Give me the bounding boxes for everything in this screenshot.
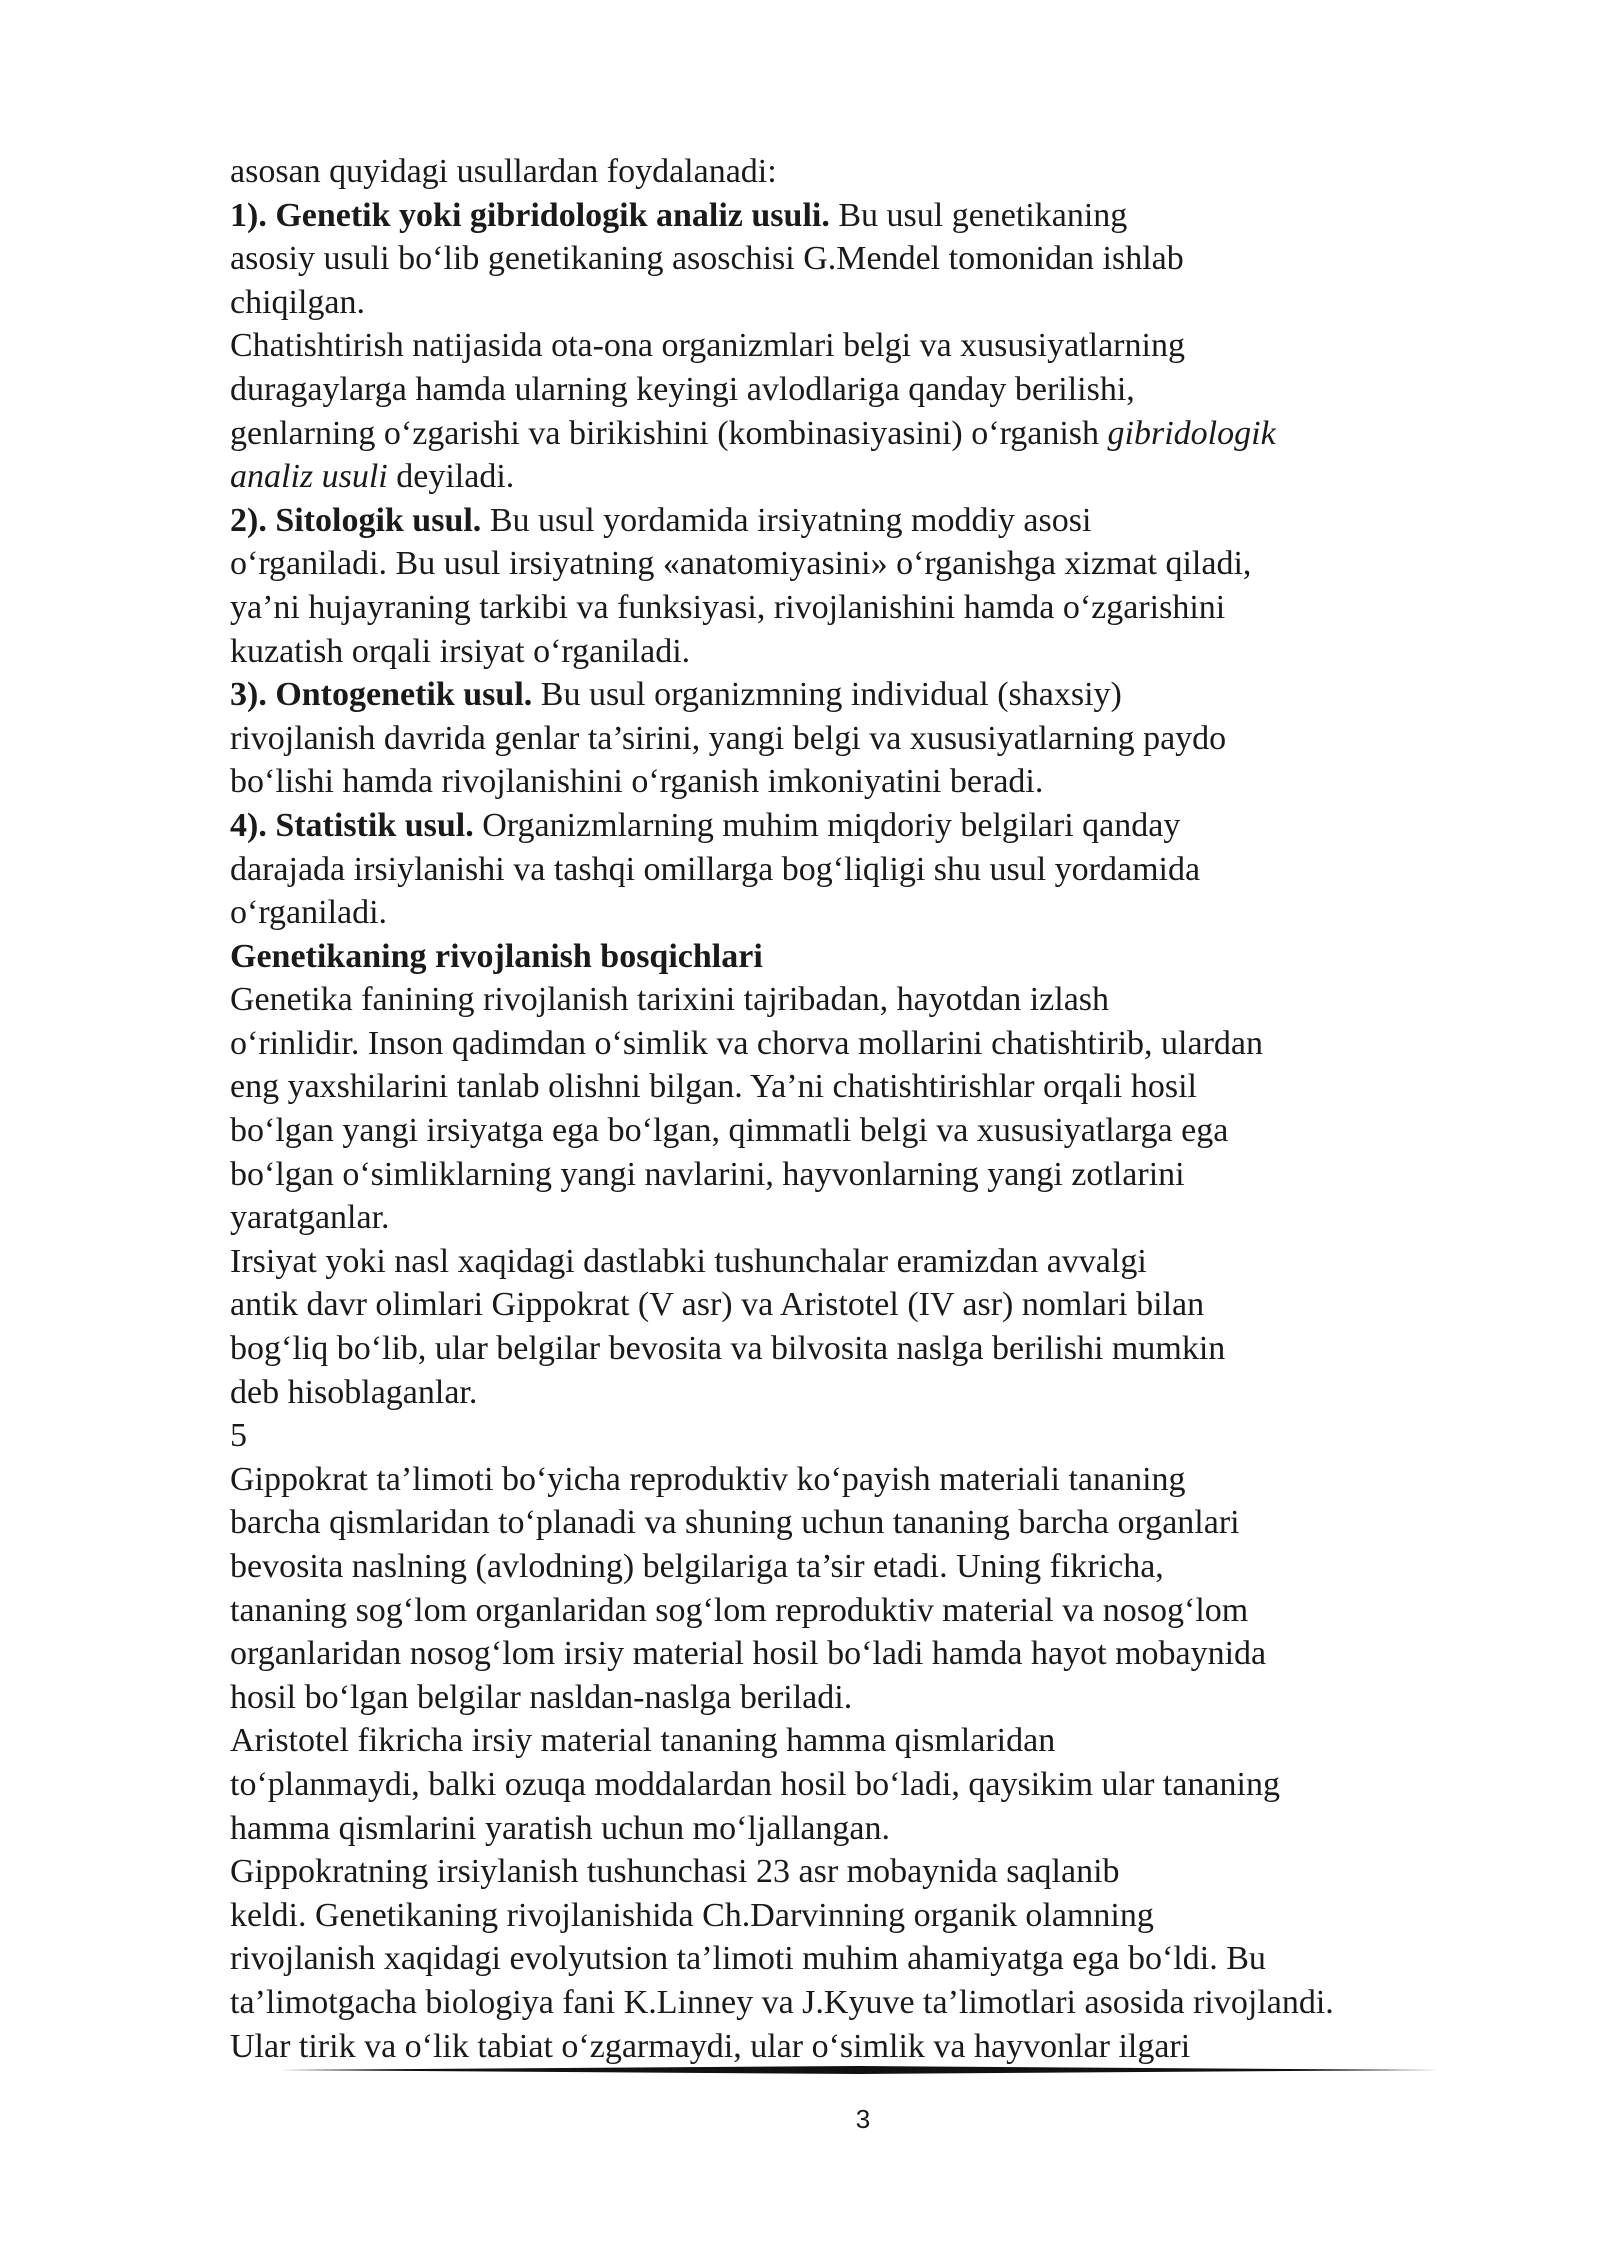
text-line: [230, 1676, 1500, 1720]
text-run: Bu usul organizmning individual (shaxsiy): [532, 676, 1122, 714]
text-line: [230, 804, 1500, 848]
text-run: bevosita naslning (avlodning) belgilariga ta’sir etadi. Uning fikricha,: [230, 1548, 1164, 1585]
text-run: darajada irsiylanishi va tashqi omillarga bog‘liqligi shu usul yordamida: [230, 850, 1201, 888]
text-run: hosil bo‘lgan belgilar nasldan-naslga beriladi.: [230, 1678, 853, 1716]
text-run: to‘planmaydi, balki ozuqa moddalardan hosil bo‘ladi, qaysikim ular tananing: [230, 1765, 1280, 1803]
text-line: [230, 1414, 1500, 1458]
text-line: [230, 1153, 1500, 1197]
text-run: Bu usul yordamida irsiyatning moddiy asosi: [481, 501, 1092, 539]
text-line: [230, 1981, 1500, 2025]
text-line: [230, 1501, 1500, 1545]
text-line: [230, 935, 1500, 979]
text-line: [230, 717, 1500, 761]
text-run: bo‘lgan o‘simliklarning yangi navlarini, hayvonlarning yangi zotlarini: [230, 1155, 1185, 1193]
text-run: asosiy usuli bo‘lib genetikaning asoschisi G.Mendel tomonidan ishlab: [230, 240, 1184, 278]
text-line: [230, 324, 1500, 368]
text-line: [230, 1022, 1500, 1066]
italic-text: analiz usuli: [230, 458, 388, 496]
text-line: [230, 586, 1500, 630]
text-run: rivojlanish davrida genlar ta’sirini, yangi belgi va xususiyatlarning paydo: [230, 719, 1227, 757]
text-line: [230, 237, 1500, 281]
text-run: Bu usul genetikaning: [829, 196, 1128, 234]
text-run: organlaridan nosog‘lom irsiy material hosil bo‘ladi hamda hayot mobaynida: [230, 1635, 1267, 1673]
text-run: Chatishtirish natijasida ota-ona organizmlari belgi va xususiyatlarning: [230, 327, 1185, 365]
text-run: keldi. Genetikaning rivojlanishida Ch.Darvinning organik olamning: [230, 1896, 1154, 1934]
text-line: [230, 281, 1500, 325]
text-line: [230, 194, 1500, 238]
text-run: Ular tirik va o‘lik tabiat o‘zgarmaydi, ular o‘simlik va hayvonlar ilgari: [230, 2027, 1191, 2065]
text-line: [230, 455, 1500, 499]
text-line: [230, 1371, 1500, 1415]
bold-text: 2). Sitologik usul.: [230, 501, 482, 539]
text-line: [230, 1763, 1500, 1807]
text-line: [230, 150, 1500, 194]
text-run: rivojlanish xaqidagi evolyutsion ta’limoti muhim ahamiyatga ega bo‘ldi. Bu: [230, 1940, 1266, 1978]
text-run: chiqilgan.: [230, 283, 366, 321]
bold-text: 4). Statistik usul.: [230, 806, 474, 844]
text-line: [230, 1719, 1500, 1763]
text-run: genlarning o‘zgarishi va birikishini (kombinasiyasini) o‘rganish: [230, 414, 1108, 452]
text-run: Irsiyat yoki nasl xaqidagi dastlabki tushunchalar eramizdan avvalgi: [230, 1242, 1147, 1280]
text-line: [230, 1632, 1500, 1676]
text-line: [230, 499, 1500, 543]
footer-rule: [280, 2066, 1440, 2074]
text-run: yaratganlar.: [230, 1199, 390, 1237]
text-line: [230, 542, 1500, 586]
text-run: 5: [230, 1417, 247, 1455]
text-run: Organizmlarning muhim miqdoriy belgilari qanday: [473, 806, 1181, 844]
text-run: bo‘lishi hamda rivojlanishini o‘rganish imkoniyatini beradi.: [230, 763, 1044, 801]
text-run: eng yaxshilarini tanlab olishni bilgan. Ya’ni chatishtirishlar orqali hosil: [230, 1068, 1197, 1106]
text-run: barcha qismlaridan to‘planadi va shuning uchun tananing barcha organlari: [230, 1504, 1240, 1542]
text-run: hamma qismlarini yaratish uchun mo‘ljallangan.: [230, 1809, 890, 1847]
text-run: bog‘liq bo‘lib, ular belgilar bevosita va bilvosita naslga berilishi mumkin: [230, 1330, 1226, 1368]
text-run: deb hisoblaganlar.: [230, 1373, 478, 1411]
text-line: [230, 1937, 1500, 1981]
text-line: [230, 1327, 1500, 1371]
text-run: ya’ni hujayraning tarkibi va funksiyasi, rivojlanishini hamda o‘zgarishini: [230, 588, 1226, 626]
text-line: [230, 1065, 1500, 1109]
text-line: [230, 1894, 1500, 1938]
text-line: [230, 891, 1500, 935]
text-run: duragaylarga hamda ularning keyingi avlodlariga qanday berilishi,: [230, 370, 1135, 408]
text-line: [230, 630, 1500, 674]
italic-text: gibridologik: [1107, 414, 1276, 452]
text-run: bo‘lgan yangi irsiyatga ega bo‘lgan, qimmatli belgi va xususiyatlarga ega: [230, 1112, 1229, 1150]
text-line: [230, 1545, 1500, 1589]
bold-text: Genetikaning rivojlanish bosqichlari: [230, 937, 763, 975]
text-run: Genetika fanining rivojlanish tarixini tajribadan, hayotdan izlash: [230, 981, 1110, 1019]
text-line: [230, 673, 1500, 717]
text-run: deyiladi.: [387, 458, 515, 496]
text-line: [230, 1458, 1500, 1502]
text-line: [230, 1240, 1500, 1284]
text-line: [230, 848, 1500, 892]
text-run: antik davr olimlari Gippokrat (V asr) va Aristotel (IV asr) nomlari bilan: [230, 1286, 1205, 1324]
text-line: [230, 1283, 1500, 1327]
text-run: o‘rganiladi.: [230, 894, 388, 932]
bold-text: 3). Ontogenetik usul.: [230, 676, 533, 714]
text-run: ta’limotgacha biologiya fani K.Linney va J.Kyuve ta’limotlari asosida rivojlandi.: [230, 1983, 1334, 2021]
text-line: [230, 1807, 1500, 1851]
page-number: 3: [855, 2104, 871, 2134]
text-line: [230, 412, 1500, 456]
bold-text: 1). Genetik yoki gibridologik analiz usuli.: [230, 196, 830, 234]
text-line: [230, 1109, 1500, 1153]
text-line: [230, 2025, 1500, 2069]
text-line: [230, 978, 1500, 1022]
text-run: Gippokratning irsiylanish tushunchasi 23 asr mobaynida saqlanib: [230, 1853, 1120, 1891]
text-run: o‘rinlidir. Inson qadimdan o‘simlik va chorva mollarini chatishtirib, ulardan: [230, 1024, 1263, 1062]
text-run: tananing sog‘lom organlaridan sog‘lom reproduktiv material va nosog‘lom: [230, 1591, 1249, 1629]
text-run: Aristotel fikricha irsiy material tananing hamma qismlaridan: [230, 1722, 1056, 1760]
text-run: kuzatish orqali irsiyat o‘rganiladi.: [230, 632, 691, 670]
text-run: o‘rganiladi. Bu usul irsiyatning «anatomiyasini» o‘rganishga xizmat qiladi,: [230, 545, 1252, 583]
text-run: asosan quyidagi usullardan foydalanadi:: [230, 153, 777, 190]
text-line: [230, 1589, 1500, 1633]
body-text: [230, 150, 1500, 2068]
text-line: [230, 1850, 1500, 1894]
text-line: [230, 760, 1500, 804]
text-line: [230, 368, 1500, 412]
text-run: Gippokrat ta’limoti bo‘yicha reproduktiv ko‘payish materiali tananing: [230, 1460, 1186, 1498]
text-line: [230, 1196, 1500, 1240]
